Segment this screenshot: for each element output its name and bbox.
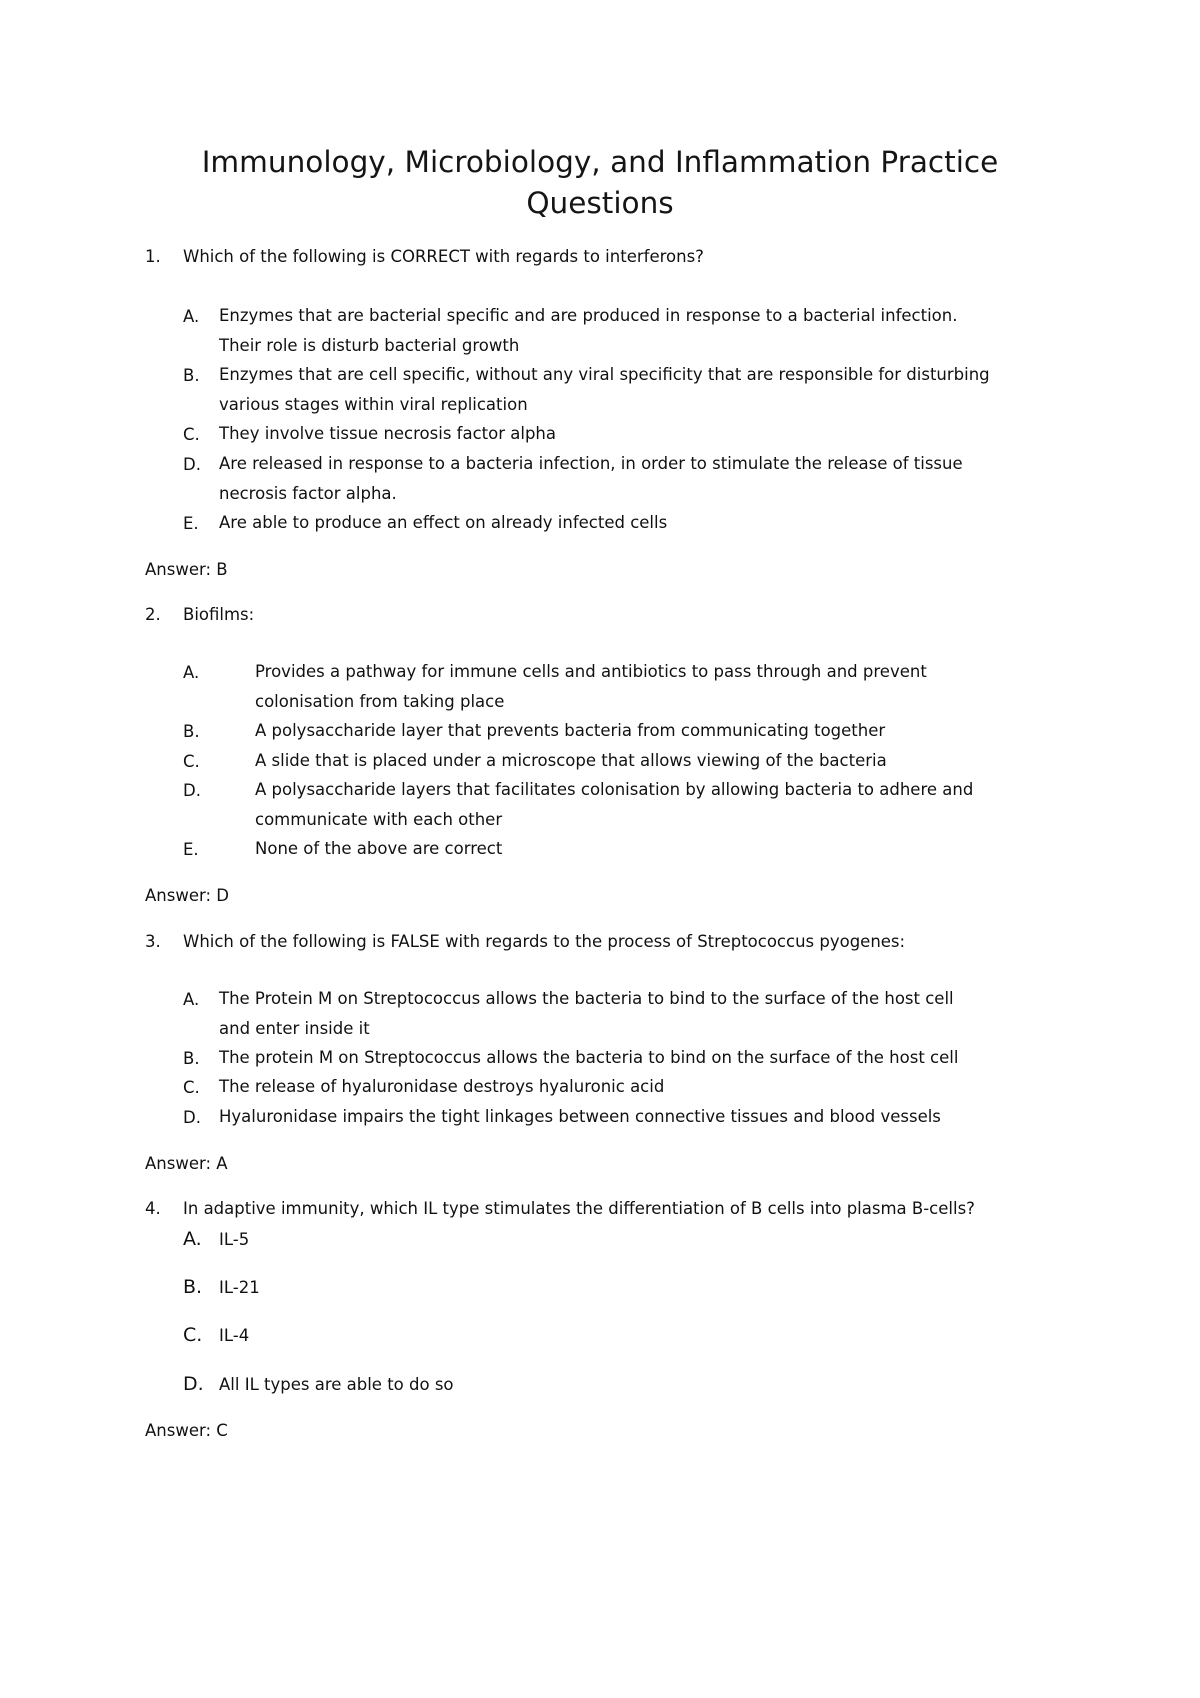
option-line: communicate with each other (255, 809, 503, 829)
option-line: The release of hyaluronidase destroys hyaluronic acid (219, 1077, 665, 1096)
option-text (219, 360, 990, 419)
answer-label: Answer: D (145, 886, 229, 905)
option-letter: E. (183, 514, 199, 533)
option-line: The Protein M on Streptococcus allows the bacteria to bind to the surface of the host cell (219, 989, 954, 1008)
option-text (219, 1102, 941, 1132)
option-letter: C. (183, 1324, 203, 1346)
option-text (219, 449, 963, 508)
answer-label: Answer: B (145, 560, 228, 579)
option-line: A slide that is placed under a microscope that allows viewing of the bacteria (255, 751, 887, 770)
option-letter: C. (183, 1078, 200, 1097)
option-letter: C. (183, 752, 200, 771)
option-letter: A. (183, 1228, 202, 1250)
option-text (219, 419, 556, 449)
option-line: None of the above are correct (255, 839, 503, 858)
question-text: Biofilms: (183, 605, 255, 624)
document-title: Immunology, Microbiology, and Inflammation Practice Questions (201, 145, 999, 220)
answer-label: Answer: C (145, 1421, 228, 1440)
option-text (255, 657, 927, 716)
option-line: various stages within viral replication (219, 394, 528, 414)
option-line: A polysaccharide layers that facilitates colonisation by allowing bacteria to adhere and (255, 780, 974, 799)
question-number: 2. (145, 605, 161, 624)
option-letter: D. (183, 1373, 204, 1395)
answer-label: Answer: A (145, 1154, 228, 1173)
option-line: Are able to produce an effect on already infected cells (219, 513, 668, 532)
option-line: IL-5 (219, 1230, 250, 1249)
option-line: Provides a pathway for immune cells and antibiotics to pass through and prevent (255, 662, 927, 681)
option-text (219, 508, 667, 538)
option-line: All IL types are able to do so (219, 1375, 454, 1394)
option-line: The protein M on Streptococcus allows the bacteria to bind on the surface of the host cell (219, 1048, 959, 1067)
option-letter: E. (183, 840, 199, 859)
option-line: colonisation from taking place (255, 691, 505, 711)
option-text (219, 1370, 454, 1400)
option-line: Are released in response to a bacteria infection, in order to stimulate the release of tissue (219, 454, 963, 473)
option-line: They involve tissue necrosis factor alpha (219, 424, 556, 443)
option-text (219, 1072, 664, 1102)
question-number: 3. (145, 932, 161, 951)
option-line: IL-4 (219, 1326, 250, 1345)
option-line: Their role is disturb bacterial growth (219, 335, 520, 355)
option-letter: D. (183, 781, 201, 800)
option-line: necrosis factor alpha. (219, 483, 397, 503)
option-letter: A. (183, 307, 200, 326)
option-text (219, 1043, 958, 1073)
option-line: and enter inside it (219, 1018, 370, 1038)
option-line: Enzymes that are bacterial specific and are produced in response to a bacterial infection. (219, 306, 958, 325)
option-text (255, 746, 887, 776)
option-letter: D. (183, 455, 201, 474)
option-text (219, 1321, 249, 1351)
question-text: Which of the following is CORRECT with regards to interferons? (183, 247, 704, 266)
option-text (255, 716, 885, 746)
option-text (255, 775, 973, 834)
option-text (255, 834, 502, 864)
option-letter: B. (183, 722, 200, 741)
option-letter: B. (183, 366, 200, 385)
question-text: Which of the following is FALSE with regards to the process of Streptococcus pyogenes: (183, 932, 906, 951)
option-letter: A. (183, 990, 200, 1009)
option-letter: C. (183, 425, 200, 444)
option-letter: B. (183, 1049, 200, 1068)
question-number: 1. (145, 247, 161, 266)
option-line: A polysaccharide layer that prevents bacteria from communicating together (255, 721, 886, 740)
option-line: IL-21 (219, 1278, 260, 1297)
option-letter: B. (183, 1276, 203, 1298)
option-text (219, 1225, 249, 1255)
question-number: 4. (145, 1199, 161, 1218)
option-text (219, 984, 954, 1043)
option-text (219, 301, 957, 360)
option-line: Enzymes that are cell specific, without any viral specificity that are responsible for disturbing (219, 365, 990, 384)
option-letter: D. (183, 1108, 201, 1127)
option-text (219, 1273, 260, 1303)
option-letter: A. (183, 663, 200, 682)
option-line: Hyaluronidase impairs the tight linkages between connective tissues and blood vessels (219, 1107, 941, 1126)
question-text: In adaptive immunity, which IL type stimulates the differentiation of B cells into plasma B-cells? (183, 1199, 975, 1218)
